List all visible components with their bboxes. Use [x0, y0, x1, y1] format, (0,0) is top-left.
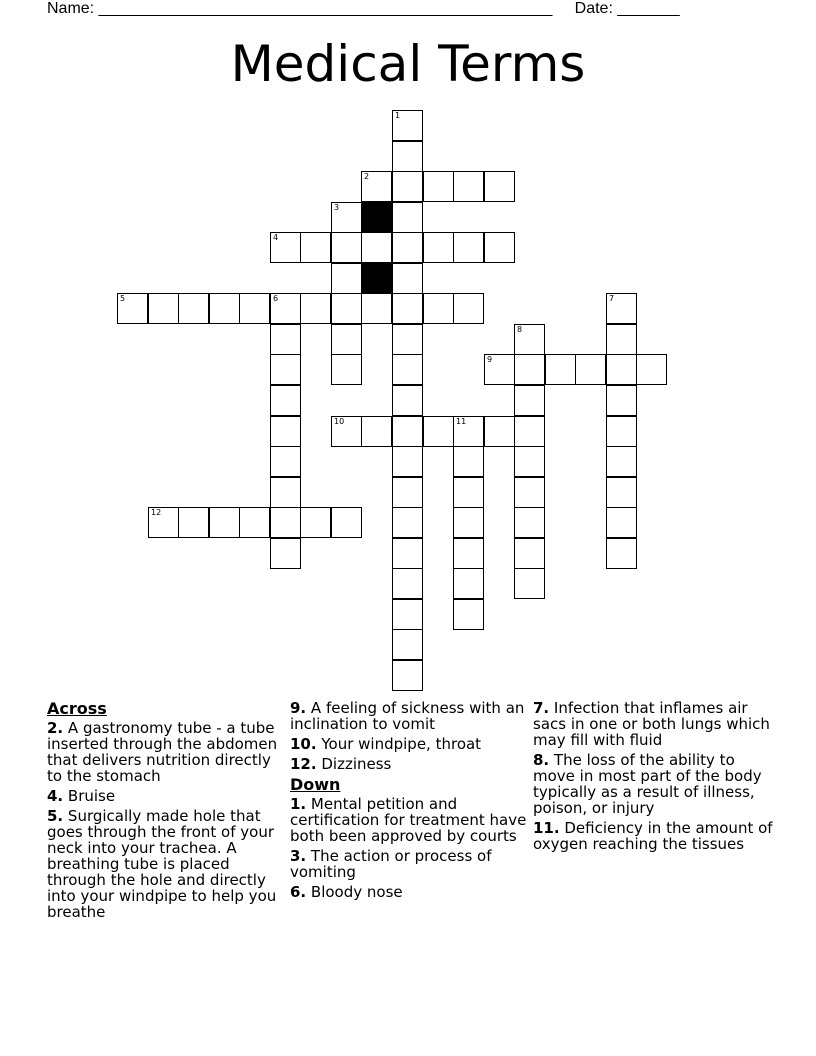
- crossword-cell[interactable]: [514, 538, 545, 569]
- clue-down-6: 6. Bloody nose: [290, 883, 403, 901]
- crossword-cell[interactable]: [392, 446, 423, 477]
- crossword-cell[interactable]: [392, 171, 423, 202]
- crossword-cell[interactable]: [331, 293, 362, 324]
- crossword-cell[interactable]: [392, 477, 423, 508]
- down-heading: Down: [290, 775, 341, 794]
- crossword-cell[interactable]: [575, 354, 606, 385]
- clues-column-1: [47, 700, 282, 924]
- name-blank[interactable]: ___________________________________________________: [98, 0, 553, 17]
- crossword-cell[interactable]: [392, 385, 423, 416]
- clue-number: 5: [120, 294, 126, 303]
- name-label: Name:: [47, 0, 95, 17]
- crossword-cell[interactable]: [453, 446, 484, 477]
- crossword-cell[interactable]: [514, 324, 545, 355]
- crossword-cell[interactable]: [453, 232, 484, 263]
- crossword-cell[interactable]: [392, 354, 423, 385]
- crossword-cell[interactable]: [148, 507, 179, 538]
- crossword-cell[interactable]: [514, 568, 545, 599]
- crossword-cell[interactable]: [484, 354, 515, 385]
- crossword-cell[interactable]: [392, 293, 423, 324]
- crossword-cell[interactable]: [300, 507, 331, 538]
- crossword-cell[interactable]: [453, 568, 484, 599]
- crossword-cell[interactable]: [331, 324, 362, 355]
- crossword-cell[interactable]: [453, 171, 484, 202]
- crossword-cell[interactable]: [636, 354, 667, 385]
- crossword-cell[interactable]: [514, 354, 545, 385]
- crossword-cell[interactable]: [331, 354, 362, 385]
- crossword-cell[interactable]: [392, 232, 423, 263]
- crossword-cell[interactable]: [392, 416, 423, 447]
- crossword-cell[interactable]: [331, 232, 362, 263]
- clues-column-2: [290, 700, 530, 904]
- crossword-cell[interactable]: [606, 477, 637, 508]
- crossword-cell[interactable]: [453, 599, 484, 630]
- clue-across-12: 12. Dizziness: [290, 755, 392, 773]
- crossword-cell[interactable]: [270, 507, 301, 538]
- crossword-cell[interactable]: [361, 293, 392, 324]
- crossword-cell[interactable]: [392, 110, 423, 141]
- clue-number: 10: [334, 417, 345, 426]
- crossword-cell[interactable]: [453, 293, 484, 324]
- crossword-cell[interactable]: [178, 507, 209, 538]
- clue-across-4: 4. Bruise: [47, 787, 116, 805]
- crossword-cell[interactable]: [270, 232, 301, 263]
- crossword-cell[interactable]: [300, 232, 331, 263]
- crossword-cell[interactable]: [453, 538, 484, 569]
- crossword-cell[interactable]: [606, 507, 637, 538]
- clues-column-3: [533, 700, 773, 856]
- black-square: [361, 263, 392, 294]
- crossword-cell[interactable]: [514, 446, 545, 477]
- crossword-cell[interactable]: [606, 416, 637, 447]
- crossword-cell[interactable]: [331, 263, 362, 294]
- clue-number: 1: [395, 111, 401, 120]
- crossword-cell[interactable]: [484, 171, 515, 202]
- clue-down-11: 11. Deficiency in the amount of oxygen reaching the tissues: [533, 819, 773, 853]
- crossword-cell[interactable]: [423, 416, 454, 447]
- crossword-cell[interactable]: [178, 293, 209, 324]
- clue-number: 2: [364, 172, 370, 181]
- crossword-cell[interactable]: [453, 477, 484, 508]
- date-blank[interactable]: _______: [617, 0, 680, 17]
- crossword-cell[interactable]: [392, 202, 423, 233]
- crossword-cell[interactable]: [331, 202, 362, 233]
- crossword-cell[interactable]: [392, 324, 423, 355]
- crossword-cell[interactable]: [392, 263, 423, 294]
- crossword-cell[interactable]: [209, 507, 240, 538]
- crossword-cell[interactable]: [270, 538, 301, 569]
- crossword-cell[interactable]: [606, 324, 637, 355]
- across-heading: Across: [47, 699, 107, 718]
- crossword-cell[interactable]: [270, 446, 301, 477]
- crossword-cell[interactable]: [423, 293, 454, 324]
- crossword-cell[interactable]: [514, 416, 545, 447]
- crossword-cell[interactable]: [606, 446, 637, 477]
- clue-down-7: 7. Infection that inflames air sacs in one or both lungs which may fill with fluid: [533, 699, 770, 749]
- crossword-cell[interactable]: [392, 538, 423, 569]
- clue-down-8: 8. The loss of the ability to move in most part of the body typically as a result of illness, poison, or injury: [533, 751, 762, 817]
- crossword-cell[interactable]: [209, 293, 240, 324]
- clue-number: 3: [334, 203, 340, 212]
- crossword-cell[interactable]: [514, 507, 545, 538]
- crossword-cell[interactable]: [392, 568, 423, 599]
- date-label: Date:: [574, 0, 613, 17]
- clue-across-10: 10. Your windpipe, throat: [290, 735, 482, 753]
- crossword-cell[interactable]: [270, 385, 301, 416]
- clue-number: 9: [487, 355, 493, 364]
- crossword-cell[interactable]: [392, 141, 423, 172]
- crossword-cell[interactable]: [606, 293, 637, 324]
- crossword-cell[interactable]: [361, 416, 392, 447]
- crossword-cell[interactable]: [239, 507, 270, 538]
- crossword-cell[interactable]: [514, 385, 545, 416]
- black-square: [361, 202, 392, 233]
- crossword-cell[interactable]: [270, 354, 301, 385]
- crossword-cell[interactable]: [239, 293, 270, 324]
- crossword-cell[interactable]: [361, 232, 392, 263]
- clue-down-1: 1. Mental petition and certification for treatment have both been approved by courts: [290, 795, 527, 845]
- crossword-cell[interactable]: [392, 629, 423, 660]
- crossword-cell[interactable]: [545, 354, 576, 385]
- page-title: Medical Terms: [230, 35, 586, 93]
- crossword-cell[interactable]: [270, 477, 301, 508]
- clue-number: 7: [609, 294, 615, 303]
- crossword-cell[interactable]: [453, 416, 484, 447]
- crossword-cell[interactable]: [453, 507, 484, 538]
- clue-across-9: 9. A feeling of sickness with an inclination to vomit: [290, 699, 525, 733]
- crossword-cell[interactable]: [423, 232, 454, 263]
- crossword-cell[interactable]: [300, 293, 331, 324]
- clue-number: 4: [273, 233, 279, 242]
- clue-number: 6: [273, 294, 279, 303]
- crossword-cell[interactable]: [606, 385, 637, 416]
- clue-across-5: 5. Surgically made hole that goes through the front of your neck into your trachea. A breathing tube is placed through the hole and directly into your windpipe to help you breathe: [47, 807, 277, 921]
- clue-number: 8: [517, 325, 523, 334]
- crossword-cell[interactable]: [484, 232, 515, 263]
- crossword-cell[interactable]: [392, 660, 423, 691]
- crossword-cell[interactable]: [331, 416, 362, 447]
- crossword-cell[interactable]: [606, 354, 637, 385]
- clue-down-3: 3. The action or process of vomiting: [290, 847, 492, 881]
- crossword-cell[interactable]: [148, 293, 179, 324]
- crossword-cell[interactable]: [392, 599, 423, 630]
- clue-number: 11: [456, 417, 467, 426]
- clue-across-2: 2. A gastronomy tube - a tube inserted through the abdomen that delivers nutrition directly to the stomach: [47, 719, 278, 785]
- crossword-cell[interactable]: [361, 171, 392, 202]
- clue-number: 12: [151, 508, 162, 517]
- crossword-cell[interactable]: [270, 293, 301, 324]
- crossword-cell[interactable]: [484, 416, 515, 447]
- crossword-cell[interactable]: [392, 507, 423, 538]
- crossword-cell[interactable]: [514, 477, 545, 508]
- crossword-cell[interactable]: [423, 171, 454, 202]
- crossword-cell[interactable]: [331, 507, 362, 538]
- crossword-cell[interactable]: [606, 538, 637, 569]
- crossword-cell[interactable]: [270, 324, 301, 355]
- crossword-cell[interactable]: [117, 293, 148, 324]
- crossword-cell[interactable]: [270, 416, 301, 447]
